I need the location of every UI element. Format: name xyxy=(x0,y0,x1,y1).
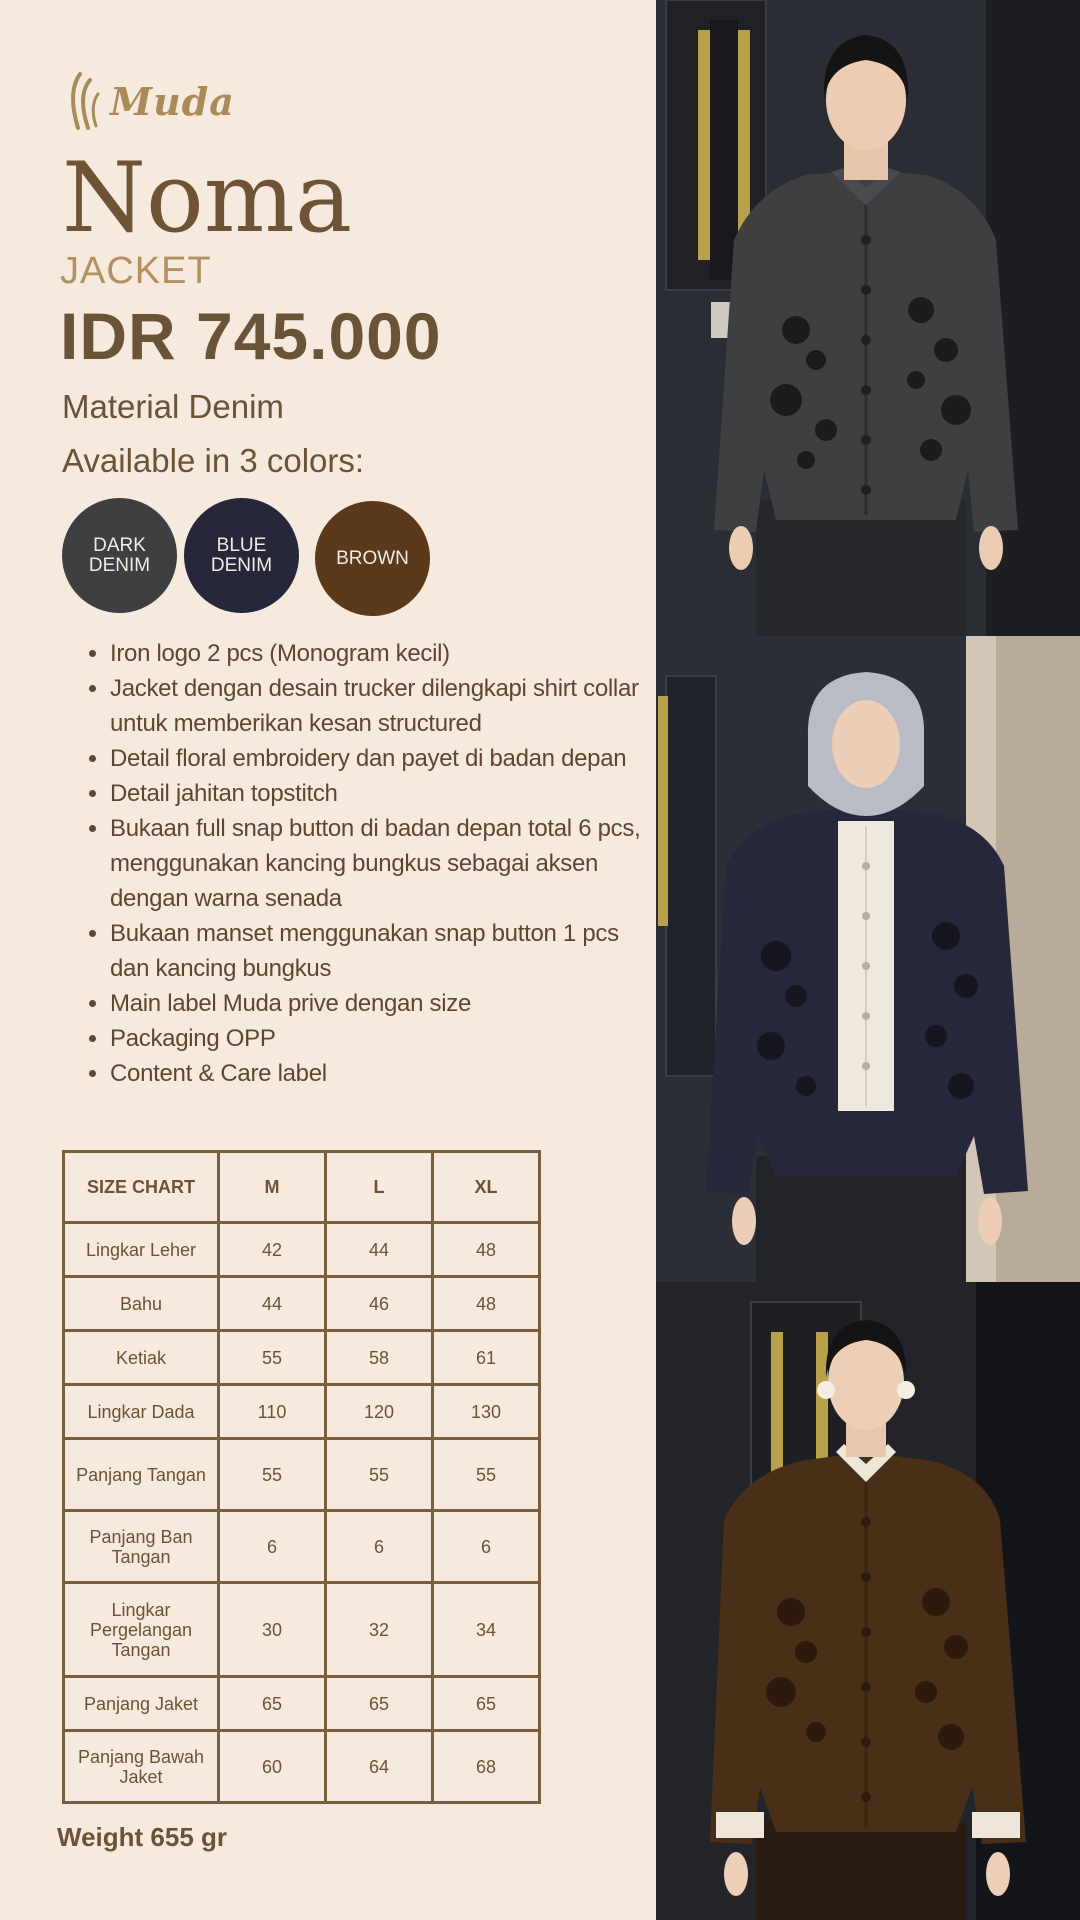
measurement-value: 55 xyxy=(219,1439,326,1511)
feature-item: • Detail floral embroidery dan payet di badan depan xyxy=(110,741,650,776)
feature-item: • Bukaan manset menggunakan snap button 1 pcs dan kancing bungkus xyxy=(110,916,650,986)
product-price: IDR 745.000 xyxy=(60,299,442,373)
measurement-value: 34 xyxy=(433,1583,540,1677)
feature-list xyxy=(80,636,650,1091)
table-row xyxy=(64,1277,540,1331)
measurement-value: 64 xyxy=(326,1731,433,1803)
model-dark-denim-photo xyxy=(656,0,1080,636)
table-row xyxy=(64,1439,540,1511)
measurement-value: 30 xyxy=(219,1583,326,1677)
table-row xyxy=(64,1677,540,1731)
size-column-header: M xyxy=(219,1152,326,1223)
feature-item: • Iron logo 2 pcs (Monogram kecil) xyxy=(110,636,650,671)
measurement-value: 68 xyxy=(433,1731,540,1803)
measurement-label: Lingkar Pergelangan Tangan xyxy=(64,1583,219,1677)
brand-leaf-icon xyxy=(68,70,104,132)
feature-item: • Main label Muda prive dengan size xyxy=(110,986,650,1021)
table-row xyxy=(64,1331,540,1385)
table-row xyxy=(64,1385,540,1439)
measurement-label: Panjang Bawah Jaket xyxy=(64,1731,219,1803)
measurement-label: Bahu xyxy=(64,1277,219,1331)
measurement-value: 44 xyxy=(326,1223,433,1277)
size-chart-header-row xyxy=(64,1152,540,1223)
measurement-value: 46 xyxy=(326,1277,433,1331)
measurement-value: 65 xyxy=(433,1677,540,1731)
model-blue-denim-photo xyxy=(656,636,1080,1282)
colors-heading: Available in 3 colors: xyxy=(62,442,365,479)
size-chart-header: SIZE CHART xyxy=(64,1152,219,1223)
measurement-value: 110 xyxy=(219,1385,326,1439)
size-column-header: L xyxy=(326,1152,433,1223)
measurement-value: 61 xyxy=(433,1331,540,1385)
measurement-value: 48 xyxy=(433,1277,540,1331)
measurement-value: 65 xyxy=(219,1677,326,1731)
measurement-value: 32 xyxy=(326,1583,433,1677)
measurement-value: 65 xyxy=(326,1677,433,1731)
measurement-value: 55 xyxy=(433,1439,540,1511)
measurement-value: 6 xyxy=(219,1511,326,1583)
measurement-label: Panjang Tangan xyxy=(64,1439,219,1511)
feature-item: • Detail jahitan topstitch xyxy=(110,776,650,811)
product-type: JACKET xyxy=(60,250,212,292)
brand-name: Muda xyxy=(110,78,235,124)
color-swatch-blue-denim: BLUE DENIM xyxy=(184,498,299,613)
measurement-label: Lingkar Leher xyxy=(64,1223,219,1277)
measurement-value: 60 xyxy=(219,1731,326,1803)
measurement-value: 6 xyxy=(433,1511,540,1583)
brand-logo xyxy=(68,70,235,132)
measurement-label: Lingkar Dada xyxy=(64,1385,219,1439)
feature-item: • Content & Care label xyxy=(110,1056,650,1091)
color-swatch-dark-denim: DARK DENIM xyxy=(62,498,177,613)
color-swatch-brown: BROWN xyxy=(315,501,430,616)
table-row xyxy=(64,1583,540,1677)
table-row xyxy=(64,1223,540,1277)
measurement-value: 48 xyxy=(433,1223,540,1277)
measurement-value: 44 xyxy=(219,1277,326,1331)
product-weight: Weight 655 gr xyxy=(57,1822,228,1852)
size-column-header: XL xyxy=(433,1152,540,1223)
measurement-value: 55 xyxy=(326,1439,433,1511)
feature-item: • Bukaan full snap button di badan depan total 6 pcs, menggunakan kancing bungkus sebagai aksen dengan warna senada xyxy=(110,811,650,916)
measurement-value: 42 xyxy=(219,1223,326,1277)
table-row xyxy=(64,1731,540,1803)
measurement-value: 58 xyxy=(326,1331,433,1385)
measurement-label: Panjang Ban Tangan xyxy=(64,1511,219,1583)
product-name: Noma xyxy=(62,142,353,254)
size-chart-table xyxy=(62,1150,541,1804)
feature-item: • Jacket dengan desain trucker dilengkapi shirt collar untuk memberikan kesan structured xyxy=(110,671,650,741)
measurement-value: 120 xyxy=(326,1385,433,1439)
measurement-label: Panjang Jaket xyxy=(64,1677,219,1731)
feature-item: • Packaging OPP xyxy=(110,1021,650,1056)
product-material: Material Denim xyxy=(62,388,284,425)
measurement-value: 6 xyxy=(326,1511,433,1583)
model-brown-photo xyxy=(656,1282,1080,1920)
measurement-label: Ketiak xyxy=(64,1331,219,1385)
measurement-value: 130 xyxy=(433,1385,540,1439)
photo-column xyxy=(656,0,1080,1920)
measurement-value: 55 xyxy=(219,1331,326,1385)
table-row xyxy=(64,1511,540,1583)
